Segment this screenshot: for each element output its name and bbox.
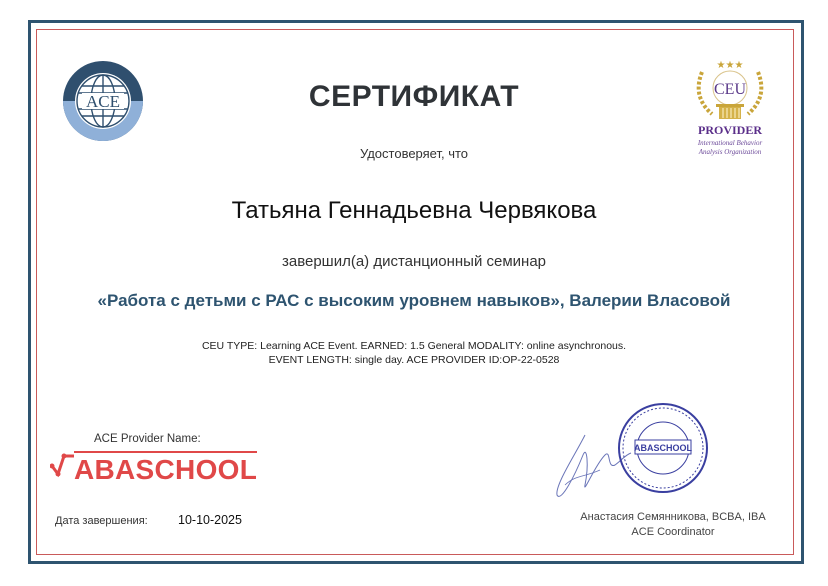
svg-text:International Behavior: International Behavior: [697, 139, 763, 147]
course-title: «Работа с детьми с РАС с высоким уровнем навыков», Валерии Власовой: [97, 291, 731, 310]
svg-text:ABASCHOOL: ABASCHOOL: [634, 443, 692, 453]
svg-text:Analysis Organization: Analysis Organization: [698, 148, 762, 156]
completion-date: 10-10-2025: [178, 513, 242, 527]
svg-text:★★★: ★★★: [716, 60, 744, 71]
completion-date-label: Дата завершения:: [55, 515, 148, 527]
completed-text: завершил(а) дистанционный семинар: [281, 253, 547, 270]
company-stamp-icon: [617, 402, 709, 494]
certifies-text: Удостоверяет, что: [359, 146, 469, 161]
ceu-details-line2: EVENT LENGTH: single day. ACE PROVIDER ID:OP-22-0528: [268, 354, 560, 366]
ceu-details: [0, 339, 828, 367]
provider-name: ABASCHOOL: [74, 451, 257, 485]
svg-text:ACE: ACE: [86, 92, 120, 111]
svg-text:CEU: CEU: [714, 81, 746, 98]
abaschool-logo: [50, 452, 257, 487]
checkmark-graph-icon: [50, 452, 74, 487]
certificate-title: СЕРТИФИКАТ: [308, 80, 520, 113]
signatory-role: ACE Coordinator: [631, 526, 715, 538]
signatory-name: Анастасия Семянникова, BCBA, IBA: [580, 511, 766, 523]
ceu-details-line1: CEU TYPE: Learning ACE Event. EARNED: 1.5 General MODALITY: online asynchronous.: [201, 340, 627, 352]
provider-label: ACE Provider Name:: [94, 433, 201, 445]
recipient-name: Татьяна Геннадьевна Червякова: [231, 197, 597, 224]
signatory-block: [560, 510, 786, 540]
svg-text:PROVIDER: PROVIDER: [697, 123, 763, 137]
